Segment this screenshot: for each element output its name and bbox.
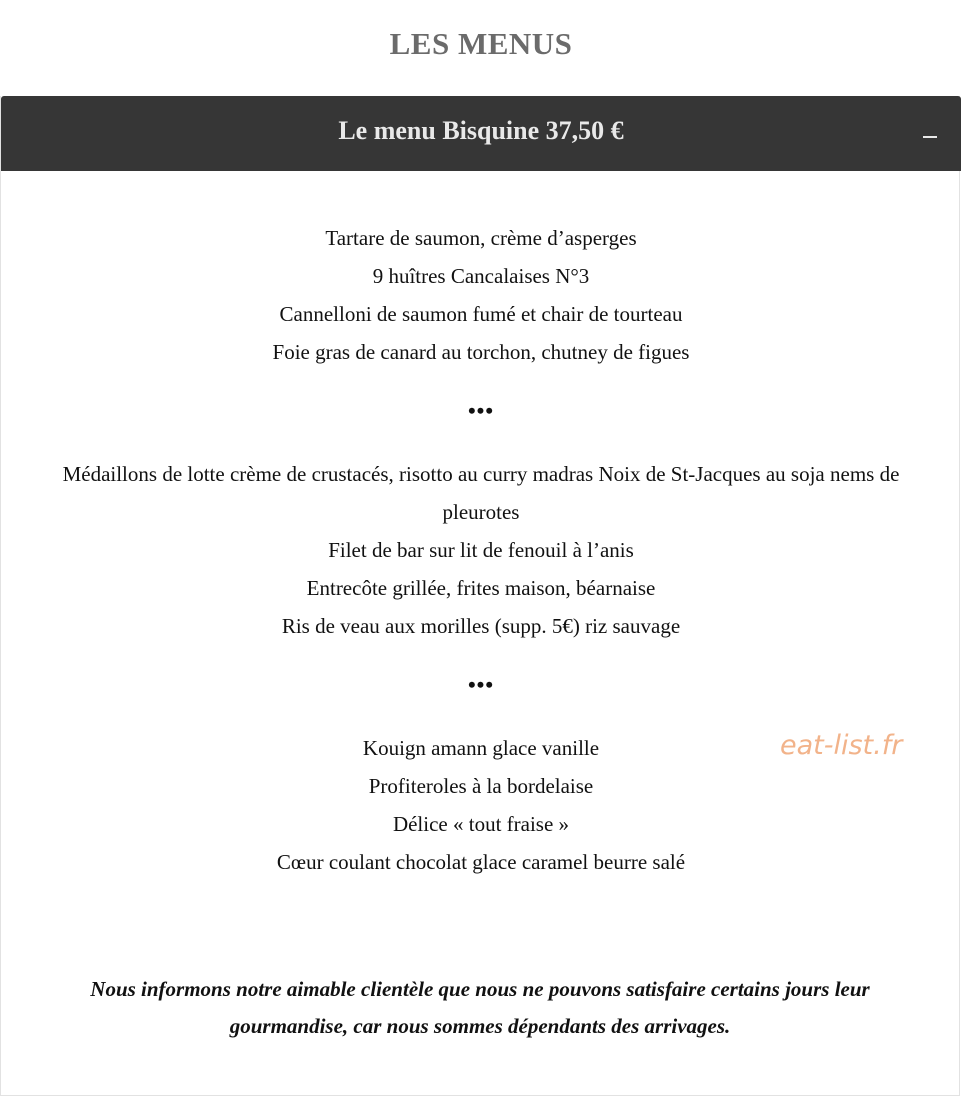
menu-item: Cœur coulant chocolat glace caramel beurre salé <box>276 850 686 874</box>
course-separator: ••• <box>467 672 495 697</box>
menu-item: Ris de veau aux morilles (supp. 5€) riz sauvage <box>281 614 681 638</box>
menu-item: Cannelloni de saumon fumé et chair de tourteau <box>279 302 683 326</box>
menu-bisquine-header[interactable] <box>1 96 961 171</box>
menu-item: Délice « tout fraise » <box>392 812 570 836</box>
menu-item: Kouign amann glace vanille <box>362 736 600 760</box>
menu-item: Filet de bar sur lit de fenouil à l’anis <box>328 538 634 562</box>
menu-title: Le menu Bisquine 37,50 € <box>338 116 624 145</box>
starters-list <box>1 219 961 371</box>
menu-item: Entrecôte grillée, frites maison, béarnaise <box>306 576 656 600</box>
menu-item: Tartare de saumon, crème d’asperges <box>325 226 637 250</box>
mains-list <box>1 455 961 645</box>
collapse-icon[interactable] <box>923 136 937 138</box>
menu-accordion <box>0 96 960 1096</box>
menu-item: 9 huîtres Cancalaises N°3 <box>372 264 590 288</box>
menu-item: Médaillons de lotte crème de crustacés, risotto au curry madras Noix de St-Jacques au soja nems de pleurotes <box>62 462 900 524</box>
menu-item: Foie gras de canard au torchon, chutney de figues <box>272 340 690 364</box>
arrivals-notice: Nous informons notre aimable clientèle que nous ne pouvons satisfaire certains jours leur gourmandise, car nous sommes dépendants des arrivages. <box>90 977 870 1038</box>
menu-item: Profiteroles à la bordelaise <box>368 774 594 798</box>
menu-content <box>1 171 961 881</box>
course-separator: ••• <box>467 398 495 423</box>
page-title: LES MENUS <box>389 26 573 61</box>
watermark-logo: eat-list.fr <box>780 730 903 761</box>
